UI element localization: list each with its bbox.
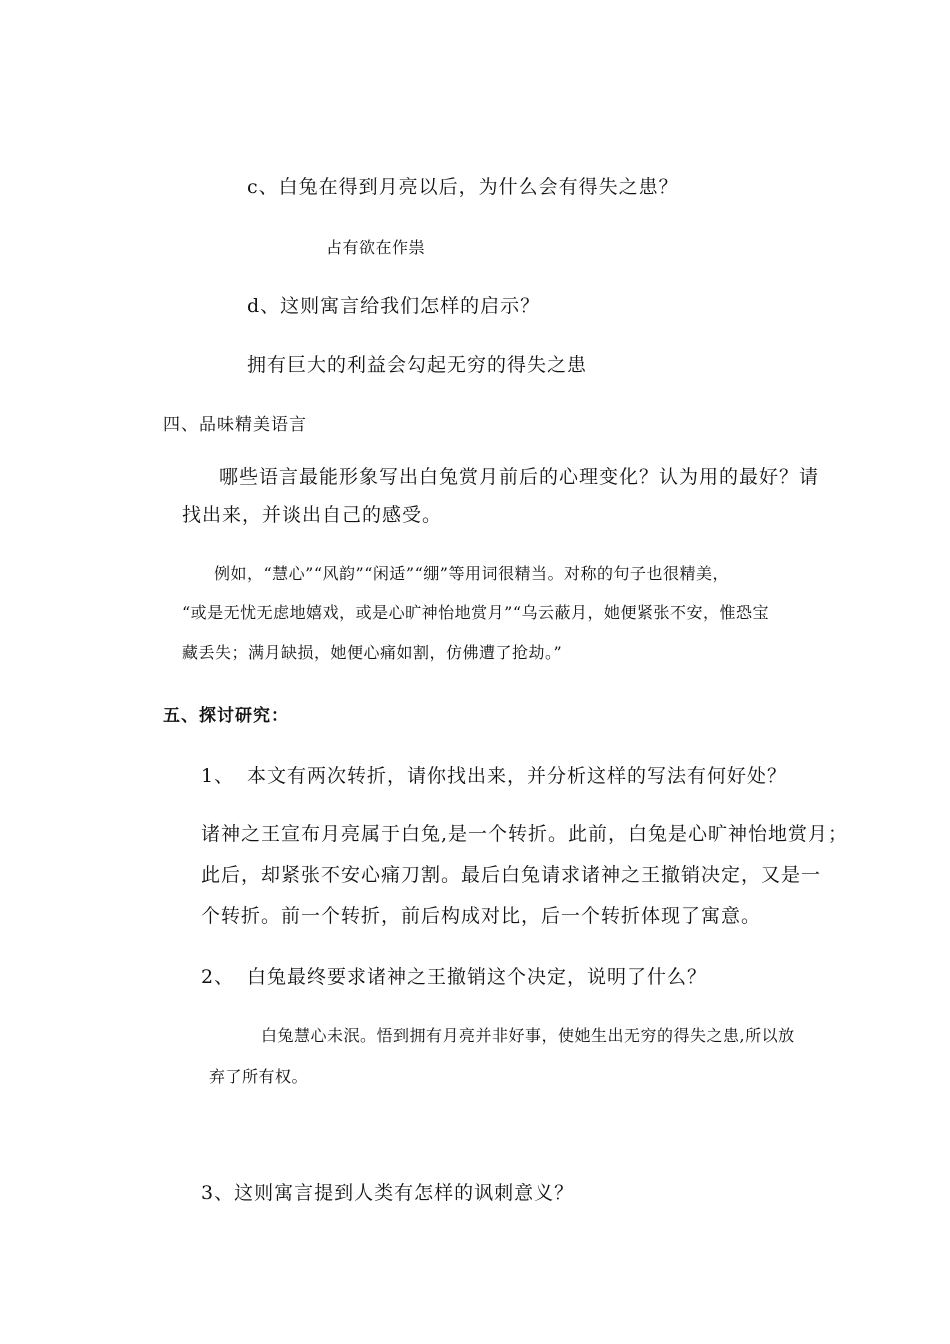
section5-title: 五、探讨研究： [163, 706, 289, 726]
a1-line1: 诸神之王宣布月亮属于白兔,是一个转折。此前，白兔是心旷神怡地赏月； [201, 823, 849, 845]
question-c: c、白兔在得到月亮以后，为什么会有得失之患？ [247, 176, 679, 198]
q1-number: 1、 [201, 765, 235, 787]
section4-example-line2: “或是无忧无虑地嬉戏，或是心旷神怡地赏月”“乌云蔽月，她便紧张不安，惟恐宝 [182, 603, 770, 622]
section4-prompt-line2: 找出来，并谈出自己的感受。 [182, 504, 443, 526]
question-3: 3、这则寓言提到人类有怎样的讽刺意义？ [201, 1182, 575, 1204]
section4-title: 四、品味精美语言 [163, 415, 307, 435]
section4-prompt-line1: 哪些语言最能形象写出白兔赏月前后的心理变化？认为用的最好？请 [219, 466, 820, 488]
question-d: d、这则寓言给我们怎样的启示？ [247, 295, 541, 317]
answer-c: 占有欲在作祟 [326, 238, 426, 257]
q2-number: 2、 [201, 966, 235, 988]
section4-example-line1: 例如，“慧心”“风韵”“闲适”“绷”等用词很精当。对称的句子也很精美， [214, 564, 729, 583]
a2-line1: 白兔慧心未泯。悟到拥有月亮并非好事，使她生出无穷的得失之患,所以放 [261, 1026, 795, 1045]
q2-text: 白兔最终要求诸神之王撤销这个决定，说明了什么？ [247, 966, 708, 988]
answer-d: 拥有巨大的利益会勾起无穷的得失之患 [247, 354, 588, 376]
a1-line2: 此后，却紧张不安心痛刀割。最后白兔请求诸神之王撤销决定，又是一 [201, 864, 822, 886]
section4-example-line3: 藏丢失；满月缺损，她便心痛如割，仿佛遭了抢劫。” [182, 643, 563, 662]
a2-line2: 弃了所有权。 [209, 1067, 309, 1086]
q1-text: 本文有两次转折，请你找出来，并分析这样的写法有何好处？ [247, 765, 788, 787]
a1-line3: 个转折。前一个转折，前后构成对比，后一个转折体现了寓意。 [201, 905, 762, 927]
